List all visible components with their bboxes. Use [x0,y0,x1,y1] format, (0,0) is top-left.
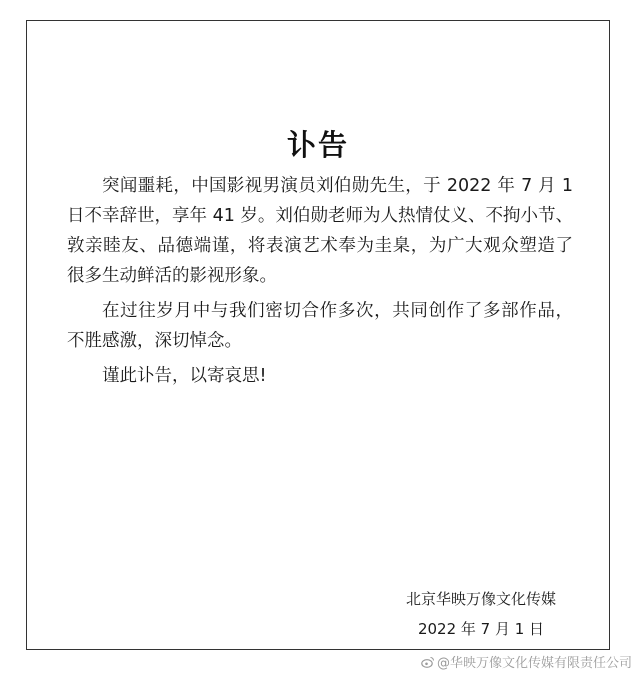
watermark-text: @华映万像文化传媒有限责任公司 [436,656,632,671]
signature-organization: 北京华映万像文化传媒 [405,590,556,608]
signature-block [381,589,581,639]
notice-body [67,171,573,396]
paragraph-announcement: 突闻噩耗，中国影视男演员刘伯勋先生，于 2022 年 7 月 1 日不幸辞世，享年 41 岁。刘伯勋老师为人热情仗义、不拘小节、敦亲睦友、品德端谨，将表演艺术奉为圭臬，为广大观众塑造了很多生动鲜活的影视形象。 [67,176,573,286]
notice-title: 讣告 [286,128,349,162]
paragraph-gratitude: 在过往岁月中与我们密切合作多次，共同创作了多部作品，不胜感激，深切悼念。 [67,301,573,351]
paragraph-closing: 谨此讣告，以寄哀思! [102,366,267,386]
weibo-watermark [421,652,632,671]
signature-date: 2022 年 7 月 1 日 [417,620,545,638]
weibo-icon [421,655,435,669]
notice-frame [26,20,610,650]
